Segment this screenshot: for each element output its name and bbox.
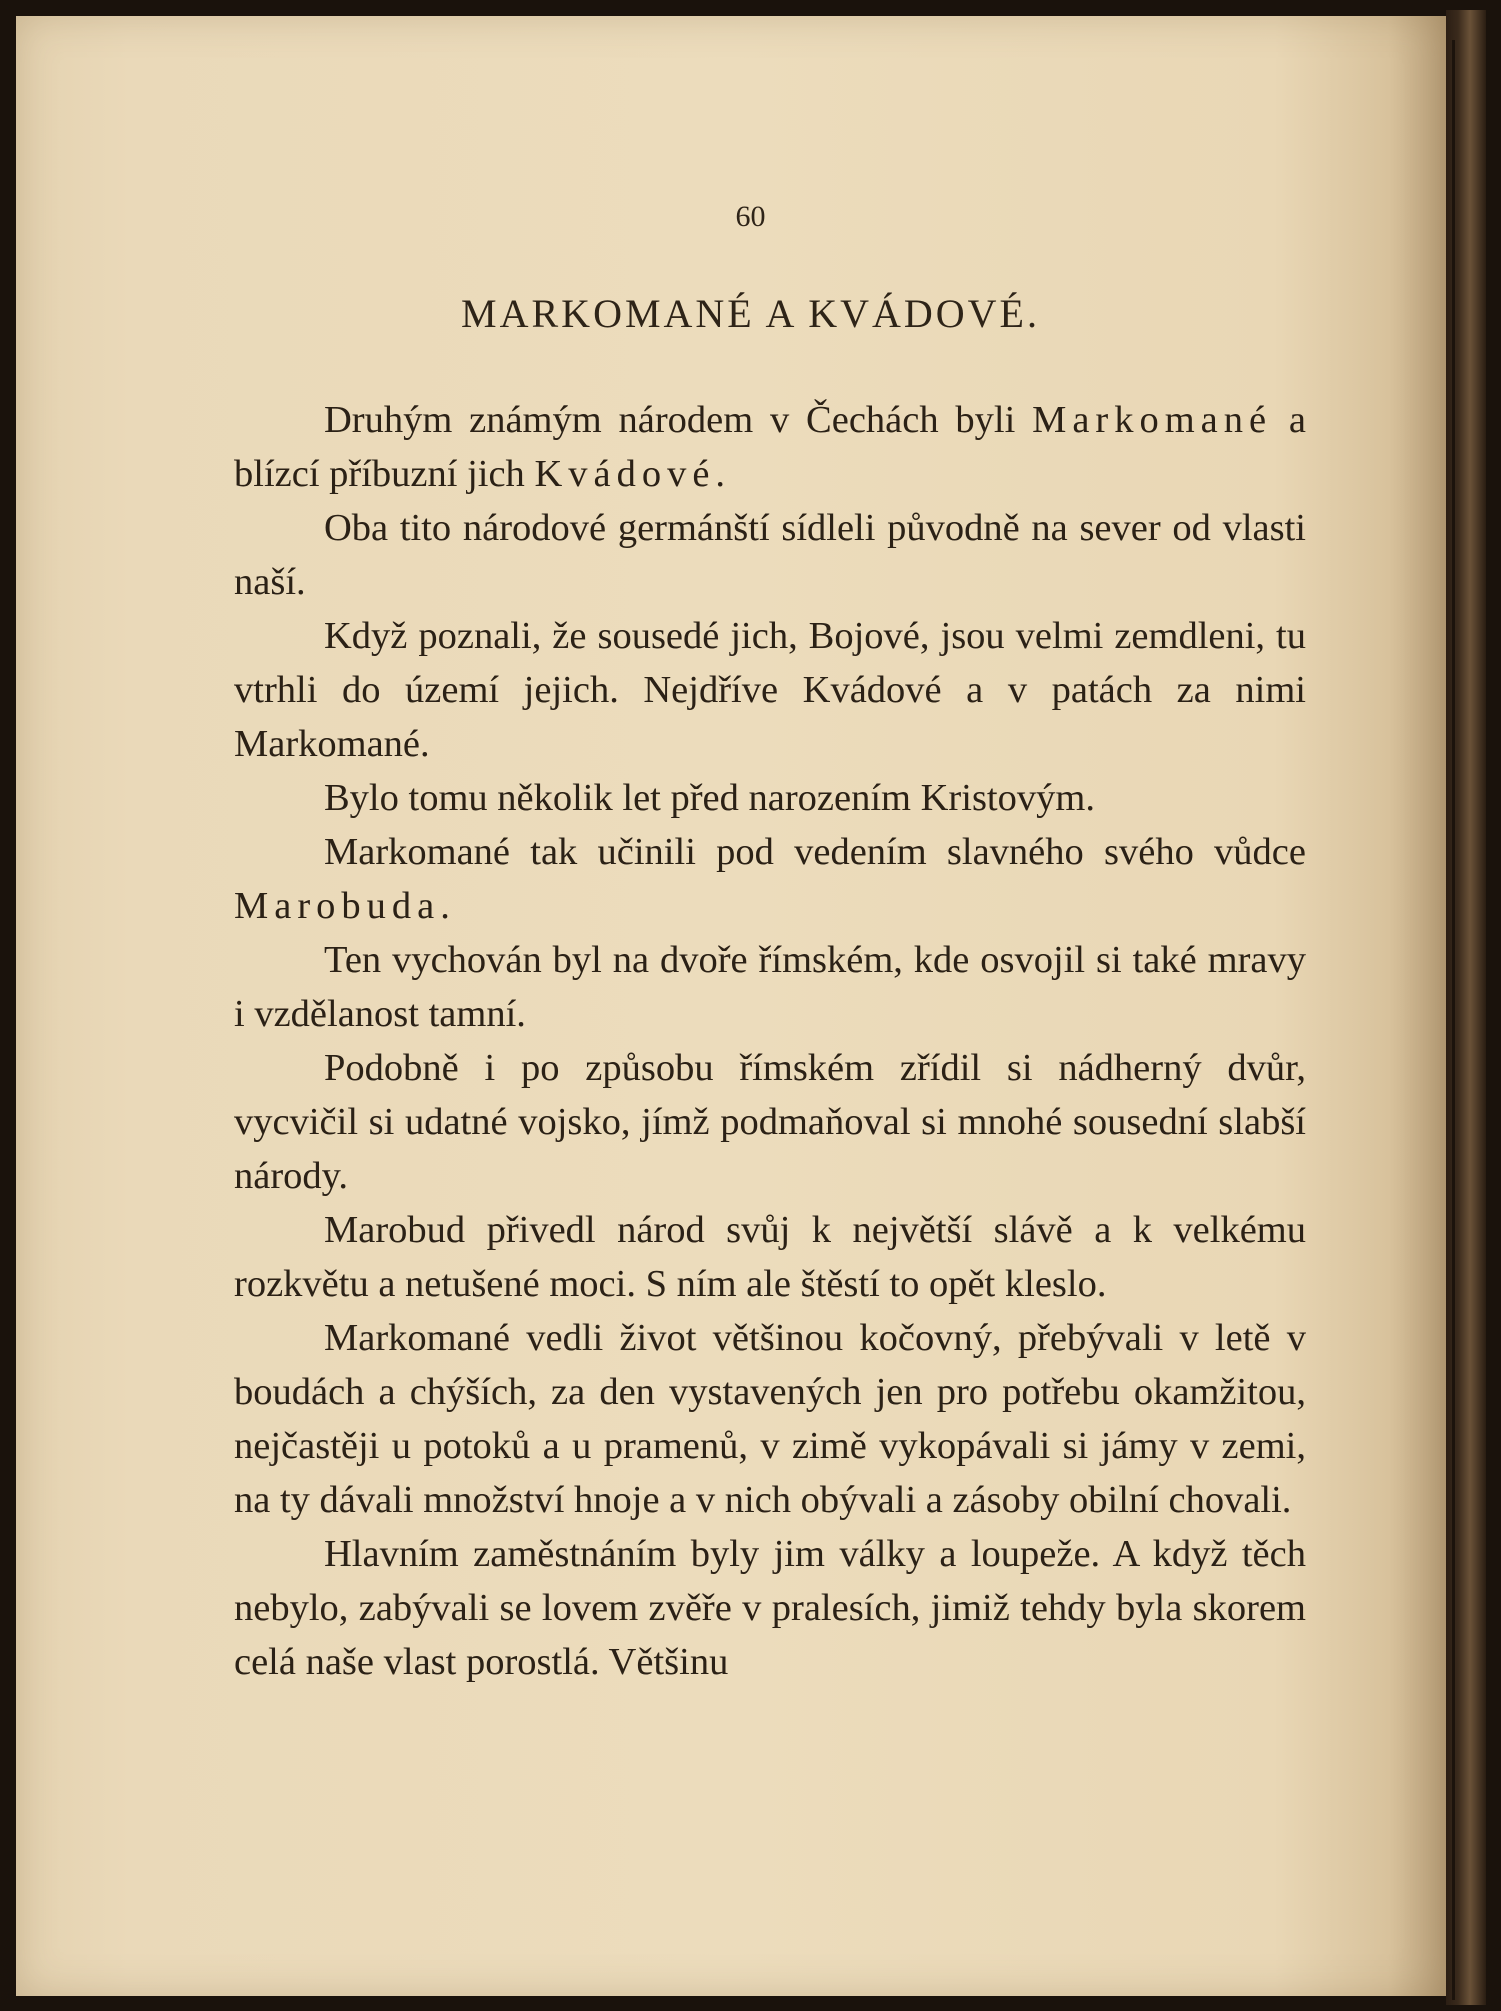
emphasized-name: Markomané xyxy=(1032,399,1273,441)
paragraph xyxy=(234,1203,1306,1311)
text-segment: Marobud přivedl národ svůj k největší slávě a k velkému rozkvětu a netušené moci. S ním ale štěstí to opět kleslo. xyxy=(234,1209,1306,1305)
emphasized-name: Kvádové xyxy=(534,453,716,495)
paragraph xyxy=(234,393,1306,501)
text-segment: Ten vychován byl na dvoře římském, kde osvojil si také mravy i vzdělanost tamní. xyxy=(234,939,1306,1035)
paragraph xyxy=(234,933,1306,1041)
paragraph xyxy=(234,609,1306,771)
paragraph xyxy=(234,1041,1306,1203)
text-segment: . xyxy=(440,885,450,927)
paragraph xyxy=(234,1527,1306,1689)
text-segment: Když poznali, že sousedé jich, Bojové, jsou velmi zemdleni, tu vtrhli do území jejich. Nejdříve Kvádové a v patách za nimi Markomané. xyxy=(234,615,1306,765)
text-segment: Oba tito národové germánští sídleli původně na sever od vlasti naší. xyxy=(234,507,1306,603)
page-number: 60 xyxy=(735,200,766,233)
text-segment: a blízcí příbuzní jich xyxy=(234,399,1307,495)
paragraph xyxy=(234,501,1306,609)
text-segment: Podobně i po způsobu římském zřídil si nádherný dvůr, vycvičil si udatné vojsko, jímž podmaňoval si mnohé sousední slabší národy. xyxy=(234,1047,1306,1197)
text-segment: Bylo tomu několik let před narozením Kristovým. xyxy=(324,777,1095,819)
body-text xyxy=(234,393,1306,1689)
emphasized-name: Marobuda xyxy=(234,885,441,927)
chapter-title: MARKOMANÉ A KVÁDOVÉ. xyxy=(461,291,1040,336)
paragraph xyxy=(234,1311,1306,1527)
text-segment: Markomané tak učinili pod vedením slavného svého vůdce xyxy=(324,831,1306,873)
text-segment: . xyxy=(715,453,726,495)
paragraph xyxy=(234,825,1306,933)
text-segment: Hlavním zaměstnáním byly jim války a loupeže. A když těch nebylo, zabývali se lovem zvěře v pralesích, jimiž tehdy byla skorem celá naše vlast porostlá. Většinu xyxy=(234,1533,1306,1683)
text-segment: Druhým známým národem v Čechách byli xyxy=(324,399,1033,441)
paragraph xyxy=(234,771,1306,825)
text-segment: Markomané vedli život většinou kočovný, přebývali v letě v boudách a chýších, za den vystavených jen pro potřebu okamžitou, nejčastěji u potoků a u pramenů, v zimě vykopávali si jámy v zemi, na ty dávali množství hnoje a v nich obývali a zásoby obilní chovali. xyxy=(234,1317,1306,1521)
